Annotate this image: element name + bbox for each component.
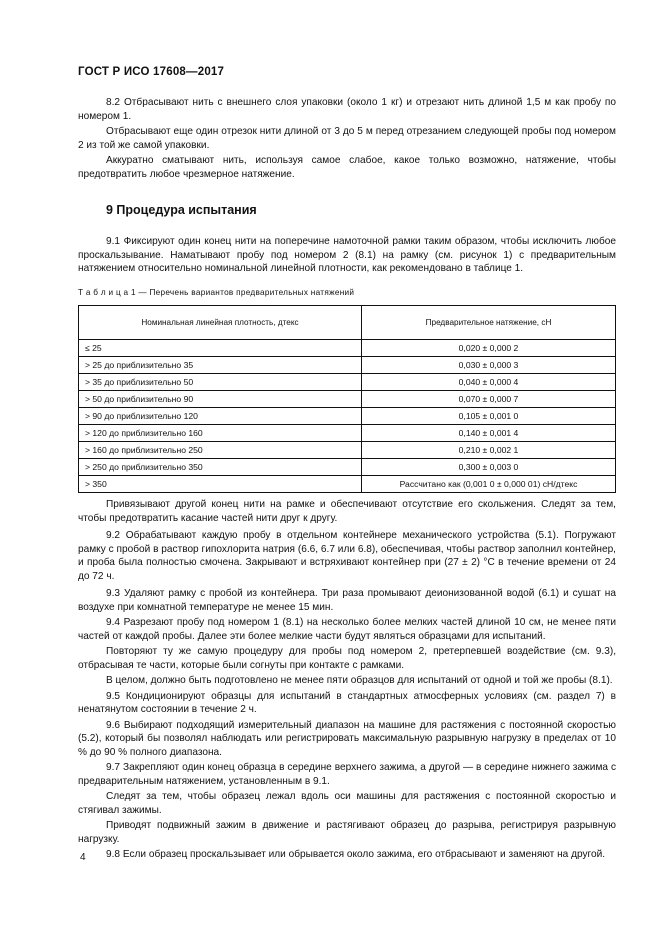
paragraph-9-5: 9.5 Кондиционируют образцы для испытаний в стандартных атмосферных условиях (см. раздел 7) в ненатянутом состоянии в течение 2 ч. (78, 690, 616, 715)
paragraph-8-2: 8.2 Отбрасывают нить с внешнего слоя упаковки (около 1 кг) и отрезают нить длиной 1,5 м как пробу по номером 1. (78, 97, 616, 122)
paragraph-8-2-b: Отбрасывают еще один отрезок нити длиной от 3 до 5 м перед отрезанием следующей пробы под номером 2 из той же самой упаковки. (78, 126, 616, 151)
table-header-tension: Предварительное натяжение, сН (362, 306, 616, 340)
table-cell-tension: Рассчитано как (0,001 0 ± 0,000 01) сН/дтекс (362, 476, 616, 493)
table-cell-density: > 50 до приблизительно 90 (79, 391, 362, 408)
paragraph-attach: Привязывают другой конец нити на рамке и обеспечивают отсутствие его скольжения. Следят за тем, чтобы предотвратить касание частей нити друг к другу. (78, 499, 616, 524)
table-row (79, 357, 616, 374)
table-row (79, 408, 616, 425)
table-cell-density: > 250 до приблизительно 350 (79, 459, 362, 476)
paragraph-9-6: 9.6 Выбирают подходящий измерительный диапазон на машине для растяжения с постоянной скоростью (5.2), который бы позволял наблюдать или регистрировать максимальную разрывную нагрузку в пределах от 10 % до 90 % полного диапазона. (78, 719, 616, 758)
table-header-density: Номинальная линейная плотность, дтекс (79, 306, 362, 340)
table-header-row (79, 306, 616, 340)
paragraph-9-7-b: Следят за тем, чтобы образец лежал вдоль оси машины для растяжения с постоянной скоростью и стягивал зажимы. (78, 791, 616, 816)
table-cell-tension: 0,140 ± 0,001 4 (362, 425, 616, 442)
pretension-table (78, 305, 616, 493)
paragraph-9-2: 9.2 Обрабатывают каждую пробу в отдельном контейнере механического устройства (5.1). Погружают рамку с пробой в раствор гипохлорита натрия (6.6, 6.7 или 6.8), обеспечивая, чтобы раствор заполнил контейнер, и проба была полностью смочена. Закрывают и встряхивают контейнер при (27 ± 2) °С в течение времени от 24 до 72 ч. (78, 530, 616, 582)
paragraph-9-3: 9.3 Удаляют рамку с пробой из контейнера. Три раза промывают деионизованной водой (6.1) и сушат на воздухе при комнатной температуре не менее 15 мин. (78, 588, 616, 613)
paragraph-9-1: 9.1 Фиксируют один конец нити на поперечине намоточной рамки таким образом, чтобы исключить любое проскальзывание. Наматывают пробу под номером 2 (8.1) на рамку (см. рисунок 1) с предварительным натяжением относительно номинальной линейной плотности, как рекомендовано в таблице 1. (78, 236, 616, 274)
table-cell-tension: 0,070 ± 0,000 7 (362, 391, 616, 408)
paragraph-9-4-c: В целом, должно быть подготовлено не менее пяти образцов для испытаний от одной и той же пробы (8.1). (106, 675, 613, 686)
section-title: 9 Процедура испытания (106, 203, 257, 217)
table-cell-tension: 0,105 ± 0,001 0 (362, 408, 616, 425)
table-cell-density: > 25 до приблизительно 35 (79, 357, 362, 374)
table-row (79, 476, 616, 493)
table-cell-density: > 35 до приблизительно 50 (79, 374, 362, 391)
paragraph-9-7-c: Приводят подвижный зажим в движение и растягивают образец до разрыва, регистрируя разрывную нагрузку. (78, 820, 616, 845)
table-cell-density: ≤ 25 (79, 340, 362, 357)
table-row (79, 374, 616, 391)
paragraph-9-7: 9.7 Закрепляют один конец образца в середине верхнего зажима, а другой — в середине нижнего зажима с предварительным натяжением, установленным в 9.1. (78, 762, 616, 787)
table-cell-density: > 160 до приблизительно 250 (79, 442, 362, 459)
table-cell-tension: 0,040 ± 0,000 4 (362, 374, 616, 391)
paragraph-9-4-b: Повторяют ту же самую процедуру для пробы под номером 2, претерпевшей воздействие (см. 9.3), отбрасывая те части, которые были согнуты при контакте с рамками. (78, 646, 616, 671)
paragraph-9-4: 9.4 Разрезают пробу под номером 1 (8.1) на несколько более мелких частей длиной 10 см, не менее пяти частей от каждой пробы. Далее эти более мелкие части будут являться образцами для испытаний. (78, 617, 616, 642)
table-row (79, 340, 616, 357)
document-body (78, 96, 616, 862)
table-row (79, 425, 616, 442)
table-row (79, 442, 616, 459)
table-row (79, 459, 616, 476)
table-cell-density: > 90 до приблизительно 120 (79, 408, 362, 425)
table-cell-density: > 120 до приблизительно 160 (79, 425, 362, 442)
paragraph-9-8: 9.8 Если образец проскальзывает или обрывается около зажима, его отбрасывают и заменяют на другой. (106, 849, 606, 860)
table-cell-density: > 350 (79, 476, 362, 493)
document-header: ГОСТ Р ИСО 17608—2017 (78, 66, 225, 78)
table-cell-tension: 0,210 ± 0,002 1 (362, 442, 616, 459)
table-row (79, 391, 616, 408)
table-cell-tension: 0,020 ± 0,000 2 (362, 340, 616, 357)
paragraph-8-2-c: Аккуратно сматывают нить, используя самое слабое, какое только возможно, натяжение, чтобы предотвратить любое чрезмерное натяжение. (78, 155, 616, 180)
table-cell-tension: 0,300 ± 0,003 0 (362, 459, 616, 476)
page-number: 4 (80, 852, 86, 863)
table-cell-tension: 0,030 ± 0,000 3 (362, 357, 616, 374)
table-caption: Т а б л и ц а 1 — Перечень вариантов предварительных натяжений (78, 287, 355, 297)
